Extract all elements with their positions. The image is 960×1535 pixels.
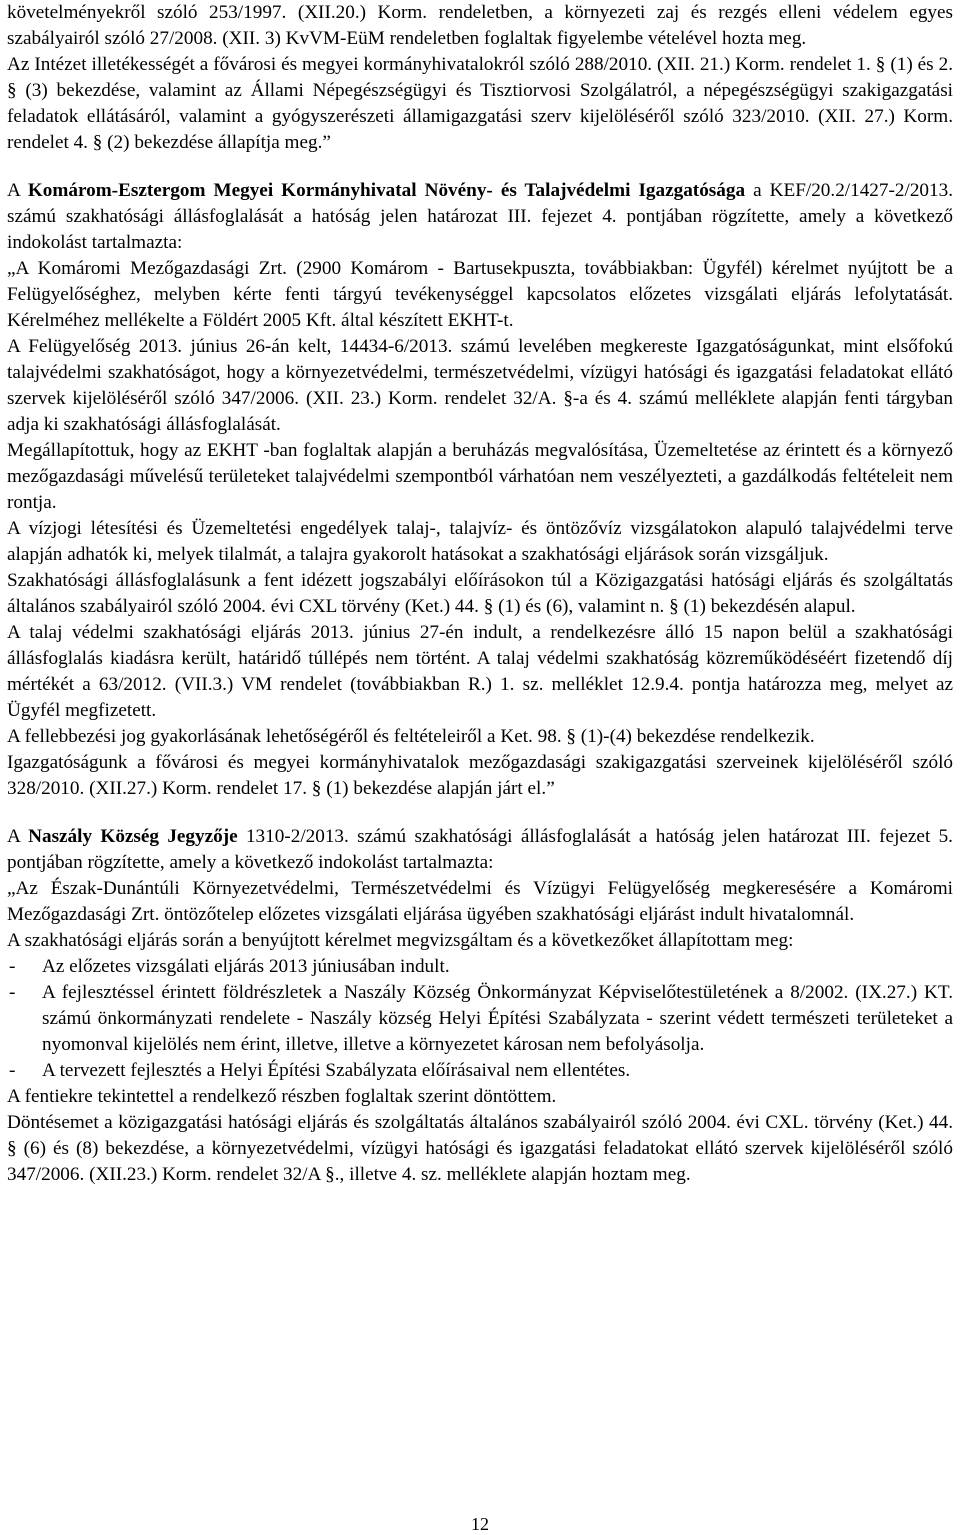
komarom-heading-text: a KEF/20.2/1427-2/2013. számú szakhatósági állásfoglalását a hatóság jelen határozat III. fejezet 4. pontjában rögzítette, amely a következő indokolást tartalmazta: [7, 180, 953, 253]
text-prefix: A [7, 826, 29, 847]
komarom-body-paragraph: Megállapítottuk, hogy az EKHT -ban foglaltak alapján a beruházás megvalósítása, Üzemeltetése az érintett és a környező mezőgazdasági művelésű területeket talajvédelmi szempontból várhatóan nem veszélyezteti, a gazdálkodás feltételeit nem rontja. [7, 440, 953, 513]
paragraph-illetekesseg: Az Intézet illetékességét a fővárosi és megyei kormányhivatalokról szóló 288/2010. (XII. 21.) Korm. rendelet 1. § (1) és 2. § (3) bekezdése, valamint az Állami Népegészségügyi és Tisztiorvosi Szolgálatról, a népegészségügyi szakigazgatási feladatok ellátásáról, valamint a gyógyszerészeti államigazgatási szerv kijelöléséről szóló 323/2010. (XII. 27.) Korm. rendelet 4. § (2) bekezdése állapítja meg.” [7, 54, 953, 153]
komarom-body-paragraph: A vízjogi létesítési és Üzemeltetési engedélyek talaj-, talajvíz- és öntözővíz vizsgálatokon alapuló talajvédelmi terve alapján adhatók ki, melyek tilalmát, a talajra gyakorolt hatásokat a szakhatósági eljárások során vizsgáljuk. [7, 518, 953, 565]
closing-paragraph: A fentiekre tekintettel a rendelkező részben foglaltak szerint döntöttem. [7, 1086, 557, 1107]
naszaly-heading-paragraph [7, 824, 953, 876]
bullet-marker: - [9, 956, 16, 977]
naszaly-authority-name: Naszály Község Jegyzője [28, 826, 238, 847]
list-item [7, 1058, 953, 1084]
list-item [7, 980, 953, 1058]
list-item-text: Az előzetes vizsgálati eljárás 2013 júniusában indult. [42, 956, 450, 977]
page-number: 12 [471, 1514, 489, 1534]
komarom-body-paragraph: A talaj védelmi szakhatósági eljárás 2013. június 27-én indult, a rendelkezésre álló 15 napon belül a szakhatósági állásfoglalás kiadásra került, határidő túllépés nem történt. A talaj védelmi szakhatóság közreműködéséért fizetendő díj mértékét a 63/2012. (VII.3.) VM rendelet (továbbiakban R.) 1. sz. melléklet 12.9.4. pontja határozza meg, melyet az Ügyfél megfizetett. [7, 622, 953, 721]
komarom-body-paragraph: „A Komáromi Mezőgazdasági Zrt. (2900 Komárom - Bartusekpuszta, továbbiakban: Ügyfél) kérelmet nyújtott be a Felügyelőséghez, melyben kérte fenti tárgyú tevékenységgel kapcsolatos előzetes vizsgálati eljárás lefolytatását. Kérelméhez mellékelte a Földért 2005 Kft. által készített EKHT-t. [7, 258, 953, 331]
document-page [7, 0, 953, 1533]
komarom-heading-paragraph [7, 178, 953, 256]
komarom-body-paragraph: Igazgatóságunk a fővárosi és megyei kormányhivatalok mezőgazdasági szakigazgatási szerveinek kijelöléséről szóló 328/2010. (XII.27.) Korm. rendelet 17. § (1) bekezdése alapján járt el.” [7, 752, 953, 799]
komarom-body-paragraph: Szakhatósági állásfoglalásunk a fent idézett jogszabályi előírásokon túl a Közigazgatási hatósági eljárás és szolgáltatás általános szabályairól szóló 2004. évi CXL törvény (Ket.) 44. § (1) és (6), valamint n. § (1) bekezdésén alapul. [7, 570, 953, 617]
text-prefix: A [7, 180, 28, 201]
bullet-marker: - [9, 982, 16, 1003]
list-item [7, 954, 953, 980]
bullet-marker: - [9, 1060, 16, 1081]
naszaly-body-paragraph: „Az Észak-Dunántúli Környezetvédelmi, Természetvédelmi és Vízügyi Felügyelőség megkeresésére a Komáromi Mezőgazdasági Zrt. öntözőtelep előzetes vizsgálati eljárása ügyében szakhatósági eljárást indult hivatalomnál. [7, 878, 953, 925]
komarom-body-paragraph: A fellebbezési jog gyakorlásának lehetőségéről és feltételeiről a Ket. 98. § (1)-(4) bekezdése rendelkezik. [7, 726, 815, 747]
closing-paragraph: Döntésemet a közigazgatási hatósági eljárás és szolgáltatás általános szabályairól szóló 2004. évi CXL. törvény (Ket.) 44. § (6) és (8) bekezdése, a környezetvédelmi, vízügyi hatósági és igazgatási feladatokat ellátó szervek kijelöléséről szóló 347/2006. (XII.23.) Korm. rendelet 32/A §., illetve 4. sz. melléklete alapján hoztam meg. [7, 1112, 953, 1185]
list-item-text: A fejlesztéssel érintett földrészletek a Naszály Község Önkormányzat Képviselőtestületének a 8/2002. (IX.27.) KT. számú önkormányzati rendelete - Naszály község Helyi Építési Szabályzata - szerint védett természeti területeket a nyomonval kijelölés nem érint, illetve, illetve a környezetet károsan nem befolyásolja. [42, 982, 953, 1055]
list-item-text: A tervezett fejlesztés a Helyi Építési Szabályzata előírásaival nem ellentétes. [42, 1060, 631, 1081]
paragraph-intro: követelményekről szóló 253/1997. (XII.20.) Korm. rendeletben, a környezeti zaj és rezgés elleni védelem egyes szabályairól szóló 27/2008. (XII. 3) KvVM-EüM rendeletben foglaltak figyelembe vételével hozta meg. [7, 2, 953, 49]
naszaly-heading-text: 1310-2/2013. számú szakhatósági állásfoglalását a hatóság jelen határozat III. fejezet 5. pontjában rögzítette, amely a következő indokolást tartalmazta: [7, 826, 953, 873]
komarom-authority-name: Komárom-Esztergom Megyei Kormányhivatal Növény- és Talajvédelmi Igazgatósága [27, 180, 746, 201]
naszaly-body-paragraph: A szakhatósági eljárás során a benyújtott kérelmet megvizsgáltam és a következőket állapítottam meg: [7, 930, 794, 951]
komarom-body-paragraph: A Felügyelőség 2013. június 26-án kelt, 14434-6/2013. számú levelében megkereste Igazgatóságunkat, mint elsőfokú talajvédelmi szakhatóságot, hogy a környezetvédelmi, természetvédelmi, vízügyi hatósági és igazgatási feladatokat ellátó szervek kijelöléséről szóló 347/2006. (XII. 23.) Korm. rendelet 32/A. §-a és 4. számú melléklete alapján fenti tárgyban adja ki szakhatósági állásfoglalását. [7, 336, 953, 435]
